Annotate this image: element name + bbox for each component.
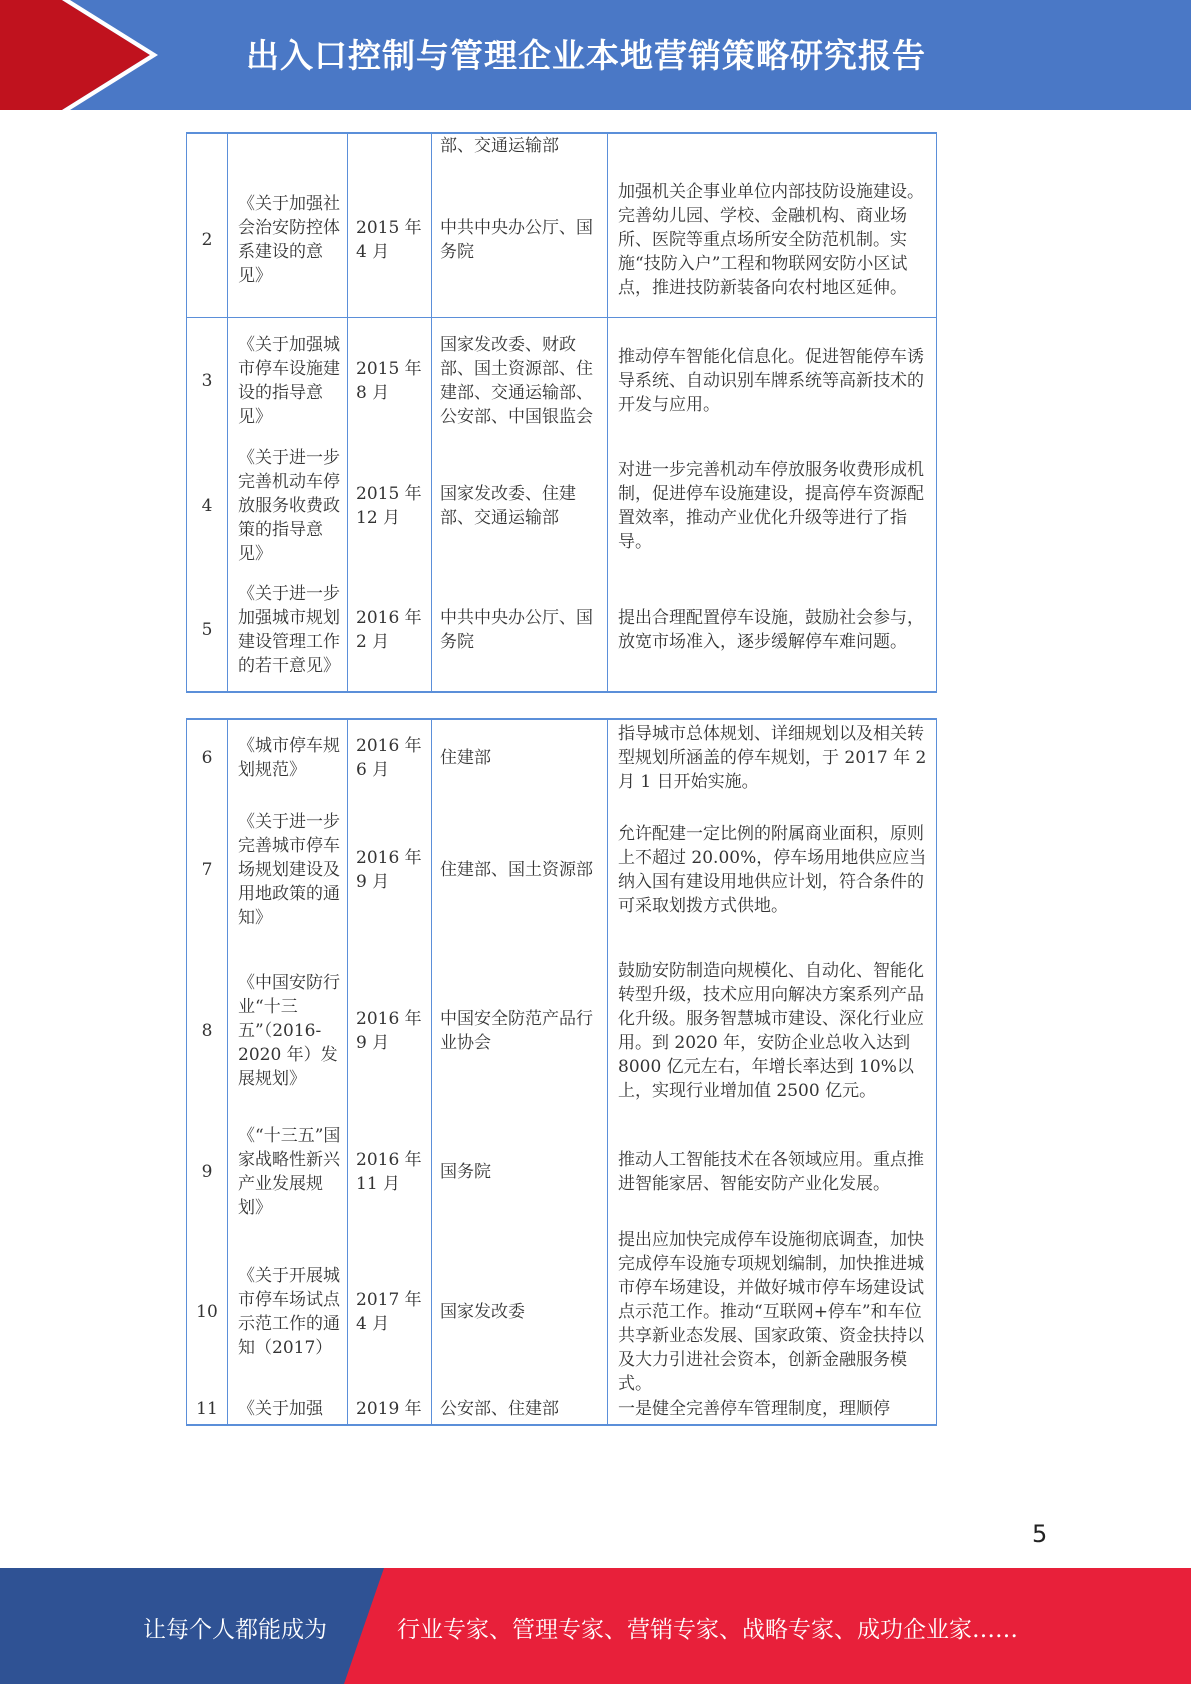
- table-cell-no: 5: [187, 568, 228, 692]
- table-cell-dept: 国务院: [432, 1117, 608, 1227]
- table-cell-dept: 住建部、国土资源部: [432, 795, 608, 945]
- table-cell-content: 一是健全完善停车管理制度，理顺停: [608, 1397, 937, 1425]
- table-cell-date: 2015 年 12 月: [348, 444, 432, 568]
- table-cell-date: 2016 年 2 月: [348, 568, 432, 692]
- footer-slogan-right: 行业专家、管理专家、营销专家、战略专家、成功企业家……: [397, 1617, 1018, 1643]
- table-cell-no: 6: [187, 719, 228, 795]
- table-cell-dept: 住建部: [432, 719, 608, 795]
- table-cell-no: 7: [187, 795, 228, 945]
- table-cell-date: [348, 133, 432, 163]
- table-cell-dept: 中共中央办公厅、国务院: [432, 163, 608, 317]
- table-cell-dept: 国家发改委、住建部、交通运输部: [432, 444, 608, 568]
- table-cell-content: 推动人工智能技术在各领域应用。重点推进智能家居、智能安防产业化发展。: [608, 1117, 937, 1227]
- table-cell-date: 2016 年 9 月: [348, 795, 432, 945]
- table-cell-no: 8: [187, 945, 228, 1117]
- table-cell-dept: 中国安全防范产品行业协会: [432, 945, 608, 1117]
- table-cell-content: 推动停车智能化信息化。促进智能停车诱导系统、自动识别车牌系统等高新技术的开发与应用。: [608, 317, 937, 444]
- table-cell-content: 提出合理配置停车设施，鼓励社会参与，放宽市场准入，逐步缓解停车难问题。: [608, 568, 937, 692]
- table-cell-date: 2019 年: [348, 1397, 432, 1425]
- table-cell-name: 《关于加强城市停车设施建设的指导意见》: [228, 317, 348, 444]
- table-row: [187, 1117, 937, 1227]
- table-row: [187, 317, 937, 444]
- footer-slogan-left: 让每个人都能成为: [143, 1617, 327, 1643]
- table-cell-date: 2015 年 4 月: [348, 163, 432, 317]
- policy-table-part-2: [186, 718, 937, 1426]
- table-row: [187, 1227, 937, 1397]
- table-cell-dept: 公安部、住建部: [432, 1397, 608, 1425]
- table-cell-no: [187, 133, 228, 163]
- table-cell-name: 《关于加强社会治安防控体系建设的意见》: [228, 163, 348, 317]
- table-cell-content: 鼓励安防制造向规模化、自动化、智能化转型升级，技术应用向解决方案系列产品化升级。服务智慧城市建设、深化行业应用。到 2020 年，安防企业总收入达到 8000 亿元左右，年增长率达到 10%以上，实现行业增加值 2500 亿元。: [608, 945, 937, 1117]
- table-cell-name: 《关于进一步加强城市规划建设管理工作的若干意见》: [228, 568, 348, 692]
- page-header: [0, 0, 1191, 110]
- table-cell-date: 2017 年 4 月: [348, 1227, 432, 1397]
- table-cell-no: 11: [187, 1397, 228, 1425]
- table-cell-name: 《城市停车规划规范》: [228, 719, 348, 795]
- report-title: 出入口控制与管理企业本地营销策略研究报告: [246, 36, 926, 75]
- table-cell-name: 《中国安防行业“十三五”（2016-2020 年）发展规划》: [228, 945, 348, 1117]
- table-row: [187, 719, 937, 795]
- table-cell-no: 10: [187, 1227, 228, 1397]
- table-cell-content: 加强机关企事业单位内部技防设施建设。完善幼儿园、学校、金融机构、商业场所、医院等重点场所安全防范机制。实施“技防入户”工程和物联网安防小区试点，推进技防新装备向农村地区延伸。: [608, 163, 937, 317]
- page-footer: [0, 1568, 1191, 1684]
- table-cell-dept: 国家发改委、财政部、国土资源部、住建部、交通运输部、公安部、中国银监会: [432, 317, 608, 444]
- table-cell-name: 《“十三五”国家战略性新兴产业发展规划》: [228, 1117, 348, 1227]
- table-cell-no: 4: [187, 444, 228, 568]
- table-cell-date: 2016 年 11 月: [348, 1117, 432, 1227]
- policy-table-part-1: [186, 132, 937, 693]
- table-cell-dept: 国家发改委: [432, 1227, 608, 1397]
- table-cell-name: 《关于加强: [228, 1397, 348, 1425]
- table-row: [187, 1397, 937, 1425]
- table-cell-no: 9: [187, 1117, 228, 1227]
- table-cell-content: 对进一步完善机动车停放服务收费形成机制，促进停车设施建设，提高停车资源配置效率，推动产业优化升级等进行了指导。: [608, 444, 937, 568]
- table-cell-no: 2: [187, 163, 228, 317]
- table-row: [187, 945, 937, 1117]
- table-cell-name: 《关于开展城市停车场试点示范工作的通知（2017）: [228, 1227, 348, 1397]
- table-row: [187, 795, 937, 945]
- table-row: [187, 444, 937, 568]
- table-cell-dept: 中共中央办公厅、国务院: [432, 568, 608, 692]
- page-number: 5: [1032, 1520, 1048, 1548]
- table-cell-date: 2016 年 9 月: [348, 945, 432, 1117]
- table-cell-name: 《关于进一步完善城市停车场规划建设及用地政策的通知》: [228, 795, 348, 945]
- table-cell-content: [608, 133, 937, 163]
- table-cell-name: 《关于进一步完善机动车停放服务收费政策的指导意见》: [228, 444, 348, 568]
- table-cell-name: [228, 133, 348, 163]
- table-cell-date: 2016 年 6 月: [348, 719, 432, 795]
- table-cell-date: 2015 年 8 月: [348, 317, 432, 444]
- table-cell-content: 提出应加快完成停车设施彻底调查，加快完成停车设施专项规划编制，加快推进城市停车场建设，并做好城市停车场建设试点示范工作。推动“互联网+停车”和车位共享新业态发展、国家政策、资金扶持以及大力引进社会资本，创新金融服务模式。: [608, 1227, 937, 1397]
- table-cell-dept: 部、交通运输部: [432, 133, 608, 163]
- table-row: [187, 568, 937, 692]
- header-red-chevron: [0, 0, 160, 110]
- table-row: [187, 163, 937, 317]
- table-cell-content: 允许配建一定比例的附属商业面积，原则上不超过 20.00%，停车场用地供应应当纳入国有建设用地供应计划，符合条件的可采取划拨方式供地。: [608, 795, 937, 945]
- table-cell-no: 3: [187, 317, 228, 444]
- table-cell-content: 指导城市总体规划、详细规划以及相关转型规划所涵盖的停车规划，于 2017 年 2 月 1 日开始实施。: [608, 719, 937, 795]
